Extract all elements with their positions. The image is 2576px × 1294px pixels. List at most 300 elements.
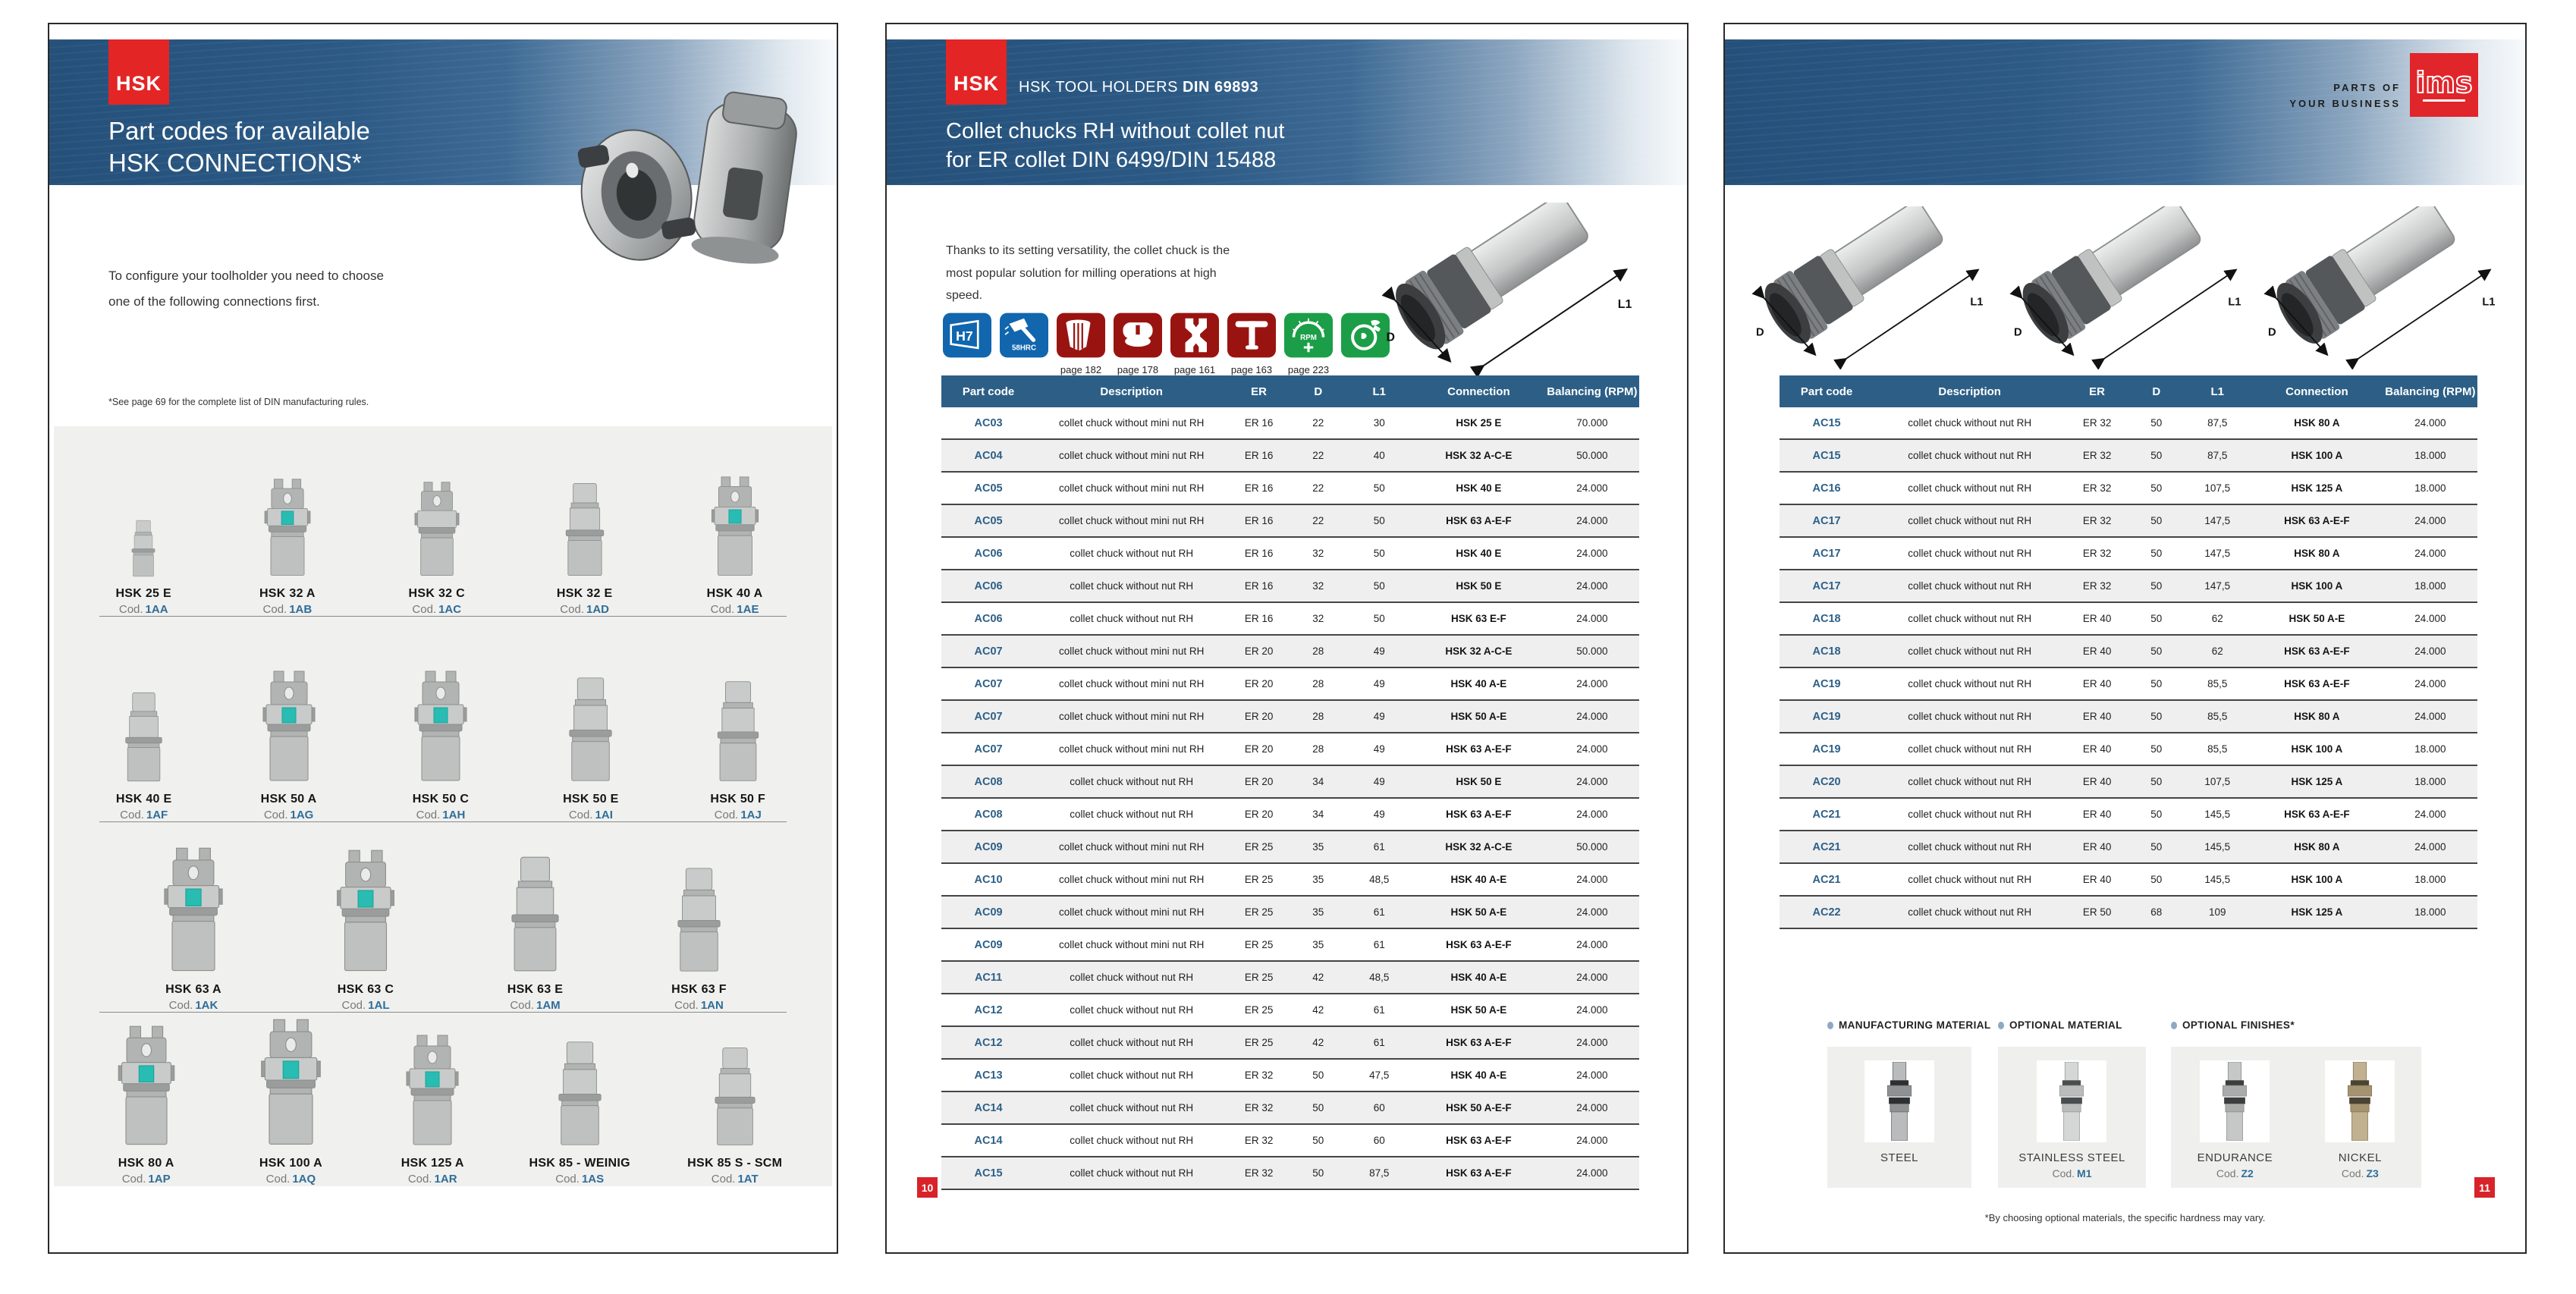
page3-header-band (1725, 39, 2525, 185)
h7-tolerance-icon (943, 311, 991, 360)
description-cell: collet chuck without nut RH (1070, 972, 1194, 983)
l1-cell: 147,5 (2204, 548, 2231, 559)
er-cell: ER 20 (1244, 711, 1274, 722)
icon-page-ref: page 182 (1060, 364, 1102, 375)
svg-text:L1: L1 (2482, 296, 2496, 309)
description-cell: collet chuck without nut RH (1908, 776, 2032, 787)
description-cell: collet chuck without nut RH (1908, 711, 2032, 722)
part-code-cell: AC18 (1812, 612, 1841, 625)
brand-tagline: PARTS OF YOUR BUSINESS (2289, 82, 2401, 109)
description-cell: collet chuck without nut RH (1908, 417, 2032, 429)
d-cell: 50 (2150, 548, 2163, 559)
material-item (2197, 1060, 2273, 1179)
description-cell: collet chuck without nut RH (1070, 776, 1194, 787)
product-code: Cod. 1AN (674, 999, 724, 1012)
product-cell (401, 670, 480, 821)
part-code-cell: AC09 (974, 938, 1003, 951)
icon-page-ref: page 178 (1117, 364, 1159, 375)
balancing-cell: 24.000 (1576, 874, 1608, 885)
balancing-cell: 24.000 (1576, 678, 1608, 689)
d-cell: 22 (1312, 450, 1324, 461)
table-row (1780, 863, 2477, 896)
d-cell: 28 (1312, 743, 1324, 755)
er-cell: ER 32 (2082, 450, 2112, 461)
product-cell (112, 690, 176, 821)
dimension-photo (1748, 206, 1998, 369)
description-cell: collet chuck without mini nut RH (1059, 482, 1205, 494)
l1-cell: 107,5 (2204, 776, 2231, 787)
intro-text: To configure your toolholder you need to choose one of the following connections first. (108, 269, 384, 309)
balancing-cell: 24.000 (1576, 906, 1608, 918)
balancing-cell: 24.000 (2414, 809, 2446, 820)
product-name: HSK 85 - WEINIG (529, 1157, 630, 1170)
product-cell (687, 1045, 782, 1186)
d-cell: 50 (1312, 1135, 1324, 1146)
balancing-cell: 24.000 (1576, 711, 1608, 722)
l1-cell: 30 (1373, 417, 1385, 429)
l1-cell: 50 (1373, 515, 1385, 526)
product-cell (322, 849, 409, 1012)
svg-text:L1: L1 (1617, 297, 1632, 311)
product-row (54, 1013, 832, 1186)
d-cell: 50 (2150, 613, 2163, 624)
series-eyebrow: HSK TOOL HOLDERS DIN 69893 (1019, 79, 1259, 96)
product-cell (149, 846, 237, 1012)
er-cell: ER 40 (2082, 743, 2112, 755)
connection-cell: HSK 25 E (1456, 417, 1502, 429)
l1-cell: 48,5 (1369, 874, 1390, 885)
svg-text:D: D (2268, 326, 2276, 339)
er-cell: ER 50 (2082, 906, 2112, 918)
page1-header-band (49, 39, 837, 185)
feature-icon-cell (1284, 311, 1333, 375)
l1-cell: 47,5 (1369, 1069, 1390, 1081)
d-cell: 50 (1312, 1102, 1324, 1113)
product-name: HSK 125 A (401, 1157, 464, 1170)
description-cell: collet chuck without nut RH (1908, 743, 2032, 755)
parts-table (941, 375, 1639, 1190)
svg-text:58HRC: 58HRC (1011, 344, 1037, 353)
connection-cell: HSK 40 A-E (1450, 874, 1507, 885)
er-cell: ER 20 (1244, 809, 1274, 820)
material-sample-photo (2050, 1062, 2094, 1141)
table-row (941, 407, 1639, 439)
svg-text:L1: L1 (1970, 296, 1984, 309)
product-cell (699, 476, 771, 616)
er-cell: ER 25 (1244, 972, 1274, 983)
balancing-cell: 24.000 (1576, 809, 1608, 820)
wrench-icon (1170, 311, 1219, 360)
page-collet-chucks-1 (885, 23, 1689, 1254)
d-cell: 42 (1312, 972, 1324, 983)
toolholder-illustration (104, 1025, 189, 1148)
product-cell (553, 675, 628, 821)
balancing-cell: 50.000 (1576, 450, 1608, 461)
column-header: Part code (1780, 375, 1874, 407)
column-header: L1 (2185, 375, 2251, 407)
page-title-line2: HSK CONNECTIONS* (108, 148, 362, 177)
er-cell: ER 16 (1244, 417, 1274, 429)
materials-footnote: *By choosing optional materials, the specific hardness may vary. (1984, 1212, 2266, 1223)
table-row (1780, 602, 2477, 635)
icon-page-ref: page 163 (1230, 364, 1273, 375)
part-code-cell: AC13 (974, 1069, 1003, 1082)
material-card (1827, 1047, 1971, 1188)
product-code: Cod. 1AI (568, 809, 613, 821)
connection-cell: HSK 50 A-E (1450, 906, 1507, 918)
d-cell: 28 (1312, 678, 1324, 689)
d-cell: 22 (1312, 417, 1324, 429)
connection-cell: HSK 125 A (2291, 776, 2343, 787)
connection-cell: HSK 32 A-C-E (1445, 841, 1513, 853)
column-header: Description (1035, 375, 1227, 407)
description-cell: collet chuck without nut RH (1908, 515, 2032, 526)
er-cell: ER 25 (1244, 874, 1274, 885)
d-cell: 32 (1312, 613, 1324, 624)
toolholder-illustration (322, 849, 409, 974)
toolholder-illustration (404, 481, 470, 578)
connection-cell: HSK 40 E (1456, 482, 1502, 494)
part-code-cell: AC15 (1812, 416, 1841, 429)
description-cell: collet chuck without nut RH (1070, 548, 1194, 559)
d-cell: 50 (2150, 515, 2163, 526)
product-name: HSK 80 A (118, 1157, 174, 1170)
d-cell: 34 (1312, 809, 1324, 820)
table-header-row (1780, 375, 2477, 407)
material-sample-photo (2213, 1062, 2257, 1141)
l1-cell: 49 (1373, 776, 1385, 787)
table-row (941, 863, 1639, 896)
l1-cell: 61 (1373, 1037, 1385, 1048)
collet-chuck-table (941, 375, 1639, 1190)
page-title-line1: Collet chucks RH without collet nut (946, 119, 1285, 143)
l1-cell: 61 (1373, 906, 1385, 918)
l1-cell: 85,5 (2207, 743, 2228, 755)
part-code-cell: AC17 (1812, 579, 1841, 592)
product-code: Cod. 1AC (412, 603, 462, 616)
part-code-cell: AC19 (1812, 743, 1841, 755)
product-code: Cod. 1AP (121, 1173, 171, 1186)
collet-chuck-photo-1 (1748, 206, 1998, 373)
toolholder-illustration (551, 481, 618, 578)
table-row (941, 1059, 1639, 1091)
table-row (941, 570, 1639, 602)
table-row (941, 439, 1639, 472)
icon-page-ref (1023, 364, 1026, 375)
d-cell: 28 (1312, 711, 1324, 722)
balancing-cell: 24.000 (2414, 548, 2446, 559)
icon-page-ref: page 223 (1287, 364, 1330, 375)
part-code-cell: AC07 (974, 645, 1003, 658)
materials-section-title: OPTIONAL FINISHES* (2171, 1019, 2295, 1031)
l1-cell: 145,5 (2204, 841, 2231, 853)
connection-cell: HSK 80 A (2294, 548, 2340, 559)
hsk-badge (108, 39, 169, 105)
table-row (1780, 765, 2477, 798)
l1-cell: 48,5 (1369, 972, 1390, 983)
column-header: ER (2066, 375, 2128, 407)
toolholder-illustration (149, 846, 237, 974)
balancing-cell: 24.000 (2414, 515, 2446, 526)
description-cell: collet chuck without mini nut RH (1059, 939, 1205, 950)
material-caption: ENDURANCE (2197, 1151, 2273, 1164)
dimension-photo (2006, 206, 2256, 369)
product-cell (246, 1018, 336, 1186)
product-code: Cod. 1AR (407, 1173, 457, 1186)
toolholder-illustration (112, 690, 176, 784)
d-cell: 50 (2150, 450, 2163, 461)
product-name: HSK 50 F (710, 793, 766, 806)
collet-chuck-photo-2 (2006, 206, 2256, 373)
d-cell: 68 (2150, 906, 2163, 918)
connection-cell: HSK 63 A-E-F (1446, 1167, 1512, 1179)
d-cell: 42 (1312, 1004, 1324, 1016)
product-code: Cod. 1AF (120, 809, 168, 821)
l1-cell: 50 (1373, 548, 1385, 559)
balancing-cell: 24.000 (1576, 776, 1608, 787)
er-cell: ER 32 (1244, 1167, 1274, 1179)
part-code-cell: AC19 (1812, 710, 1841, 723)
balancing-cell: 24.000 (2414, 417, 2446, 429)
d-cell: 50 (2150, 645, 2163, 657)
balancing-cell: 70.000 (1576, 417, 1608, 429)
l1-cell: 60 (1373, 1135, 1385, 1146)
product-name: HSK 63 F (671, 983, 727, 996)
er-cell: ER 40 (2082, 645, 2112, 657)
balancing-cell: 24.000 (1576, 972, 1608, 983)
d-cell: 42 (1312, 1037, 1324, 1048)
l1-cell: 50 (1373, 613, 1385, 624)
product-name: HSK 63 E (507, 983, 564, 996)
part-code-cell: AC17 (1812, 514, 1841, 527)
balancing-cell: 18.000 (2414, 776, 2446, 787)
description-cell: collet chuck without nut RH (1070, 1004, 1194, 1016)
l1-cell: 145,5 (2204, 809, 2231, 820)
material-card (2171, 1047, 2421, 1188)
product-code: Cod. 1AT (711, 1173, 759, 1186)
er-cell: ER 20 (1244, 776, 1274, 787)
er-cell: ER 25 (1244, 939, 1274, 950)
column-header: Connection (2251, 375, 2383, 407)
bullet-icon (2171, 1022, 2177, 1029)
table-row (1780, 635, 2477, 667)
description-cell: collet chuck without nut RH (1908, 906, 2032, 918)
d-cell: 50 (2150, 841, 2163, 853)
product-code: Cod. 1AG (263, 809, 314, 821)
material-caption: NICKEL (2338, 1151, 2382, 1164)
l1-cell: 147,5 (2204, 515, 2231, 526)
er-cell: ER 40 (2082, 711, 2112, 722)
d-cell: 50 (2150, 874, 2163, 885)
table-row (941, 602, 1639, 635)
product-code: Cod. 1AJ (714, 809, 762, 821)
description-cell: collet chuck without mini nut RH (1059, 841, 1205, 853)
d-cell: 35 (1312, 906, 1324, 918)
connection-cell: HSK 80 A (2294, 417, 2340, 429)
table-row (1780, 700, 2477, 733)
product-cell (661, 865, 737, 1012)
collet-chuck-photo (1361, 203, 1664, 379)
part-code-cell: AC07 (974, 677, 1003, 690)
l1-cell: 85,5 (2207, 678, 2228, 689)
connection-cell: HSK 50 A-E-F (1446, 1102, 1512, 1113)
l1-cell: 50 (1373, 580, 1385, 592)
description-cell: collet chuck without nut RH (1908, 645, 2032, 657)
materials-section-title: MANUFACTURING MATERIAL (1827, 1019, 1991, 1031)
connection-cell: HSK 80 A (2294, 841, 2340, 853)
toolholder-illustration (661, 865, 737, 974)
part-code-cell: AC21 (1812, 808, 1841, 821)
product-name: HSK 50 C (412, 793, 470, 806)
table-header-row (941, 375, 1639, 407)
connection-cell: HSK 100 A (2291, 743, 2343, 755)
product-code: Cod. 1AQ (265, 1173, 316, 1186)
d-cell: 34 (1312, 776, 1324, 787)
product-cell (529, 1039, 630, 1186)
part-code-cell: AC21 (1812, 840, 1841, 853)
description-cell: collet chuck without nut RH (1070, 1102, 1194, 1113)
table-row (1780, 831, 2477, 863)
bullet-icon (1998, 1022, 2004, 1029)
product-cell (702, 679, 774, 821)
toolholder-illustration (401, 670, 480, 784)
material-sample-photo (2338, 1062, 2382, 1141)
balancing-cell: 24.000 (1576, 1102, 1608, 1113)
d-cell: 50 (2150, 678, 2163, 689)
parts-table (1780, 375, 2477, 929)
hsk-badge (946, 39, 1007, 105)
product-name: HSK 85 S - SCM (687, 1157, 783, 1170)
description-cell: collet chuck without nut RH (1070, 1037, 1194, 1048)
er-cell: ER 40 (2082, 678, 2112, 689)
connection-cell: HSK 63 E-F (1450, 613, 1506, 624)
er-cell: ER 20 (1244, 743, 1274, 755)
table-row (941, 667, 1639, 700)
part-code-cell: AC15 (1812, 449, 1841, 462)
er-cell: ER 32 (1244, 1102, 1274, 1113)
product-cell (104, 1025, 189, 1186)
hsk-badge-label: HSK (953, 72, 999, 95)
column-header: Part code (941, 375, 1035, 407)
product-code: Cod. 1AA (118, 603, 168, 616)
l1-cell: 87,5 (1369, 1167, 1390, 1179)
er-cell: ER 16 (1244, 580, 1274, 592)
toolholder-illustration (253, 478, 322, 578)
toolholder-illustration (250, 670, 328, 784)
page-number: 10 (917, 1177, 938, 1198)
l1-cell: 49 (1373, 645, 1385, 657)
d-cell: 50 (2150, 580, 2163, 592)
page-title (108, 115, 370, 179)
connection-cell: HSK 100 A (2291, 874, 2343, 885)
page-title-line2: for ER collet DIN 6499/DIN 15488 (946, 147, 1277, 172)
toolholder-illustration (494, 854, 576, 974)
balancing-cell: 24.000 (1576, 548, 1608, 559)
connection-cell: HSK 32 A-C-E (1445, 450, 1513, 461)
material-item (2325, 1060, 2395, 1179)
description-cell: collet chuck without nut RH (1908, 841, 2032, 853)
description-cell: collet chuck without nut RH (1070, 1167, 1194, 1179)
table-row (1780, 504, 2477, 537)
l1-cell: 61 (1373, 1004, 1385, 1016)
balancing-cell: 50.000 (1576, 645, 1608, 657)
description-cell: collet chuck without mini nut RH (1059, 450, 1205, 461)
l1-cell: 50 (1373, 482, 1385, 494)
column-header: D (1290, 375, 1346, 407)
table-row (941, 798, 1639, 831)
column-header: ER (1227, 375, 1290, 407)
description-cell: collet chuck without nut RH (1908, 580, 2032, 592)
toolholder-illustration (393, 1034, 472, 1148)
toolholders-hero-image (565, 70, 815, 282)
feature-icon-cell (1114, 311, 1162, 375)
toolholder-illustration (699, 476, 771, 578)
product-code: Cod. 1AB (262, 603, 313, 616)
toolholder-illustration (702, 679, 774, 784)
balancing-cell: 50.000 (1576, 841, 1608, 853)
er-cell: ER 16 (1244, 613, 1274, 624)
part-code-cell: AC15 (974, 1167, 1003, 1179)
part-code-cell: AC08 (974, 808, 1003, 821)
part-code-cell: AC21 (1812, 873, 1841, 886)
table-row (941, 961, 1639, 994)
er-cell: ER 40 (2082, 809, 2112, 820)
connection-cell: HSK 63 A-E-F (2284, 678, 2350, 689)
description-cell: collet chuck without mini nut RH (1059, 743, 1205, 755)
material-code: Cod. Z2 (2216, 1167, 2254, 1179)
balancing-cell: 18.000 (2414, 743, 2446, 755)
connection-cell: HSK 80 A (2294, 711, 2340, 722)
part-code-cell: AC07 (974, 710, 1003, 723)
balancing-cell: 24.000 (1576, 1069, 1608, 1081)
product-code: Cod. 1AM (510, 999, 561, 1012)
balancing-cell: 24.000 (1576, 515, 1608, 526)
toolholder-illustration (246, 1018, 336, 1148)
d-cell: 35 (1312, 939, 1324, 950)
column-header: L1 (1346, 375, 1412, 407)
table-row (941, 537, 1639, 570)
connection-cell: HSK 125 A (2291, 482, 2343, 494)
connection-cell: HSK 63 A-E-F (1446, 743, 1512, 755)
material-item (2018, 1060, 2125, 1179)
material-caption: STAINLESS STEEL (2018, 1151, 2125, 1164)
product-code: Cod. 1AH (416, 809, 466, 821)
er-cell: ER 32 (2082, 417, 2112, 429)
product-cell (494, 854, 576, 1012)
description-cell: collet chuck without nut RH (1908, 482, 2032, 494)
l1-cell: 61 (1373, 841, 1385, 853)
column-header: Description (1874, 375, 2066, 407)
hsk-badge-label: HSK (115, 72, 162, 95)
l1-cell: 49 (1373, 743, 1385, 755)
product-cell (393, 1034, 472, 1186)
balancing-cell: 24.000 (2414, 841, 2446, 853)
part-code-cell: AC19 (1812, 677, 1841, 690)
product-code: Cod. 1AS (555, 1173, 605, 1186)
table-row (1780, 407, 2477, 439)
description-cell: collet chuck without mini nut RH (1059, 906, 1205, 918)
er-cell: ER 32 (1244, 1069, 1274, 1081)
balancing-cell: 18.000 (2414, 906, 2446, 918)
product-code: Cod. 1AL (341, 999, 390, 1012)
balancing-cell: 24.000 (1576, 939, 1608, 950)
d-cell: 50 (2150, 743, 2163, 755)
connection-cell: HSK 63 A-E-F (1446, 939, 1512, 950)
description-cell: collet chuck without mini nut RH (1059, 515, 1205, 526)
column-header: Connection (1412, 375, 1545, 407)
table-row (1780, 570, 2477, 602)
icon-page-ref: page 161 (1173, 364, 1216, 375)
